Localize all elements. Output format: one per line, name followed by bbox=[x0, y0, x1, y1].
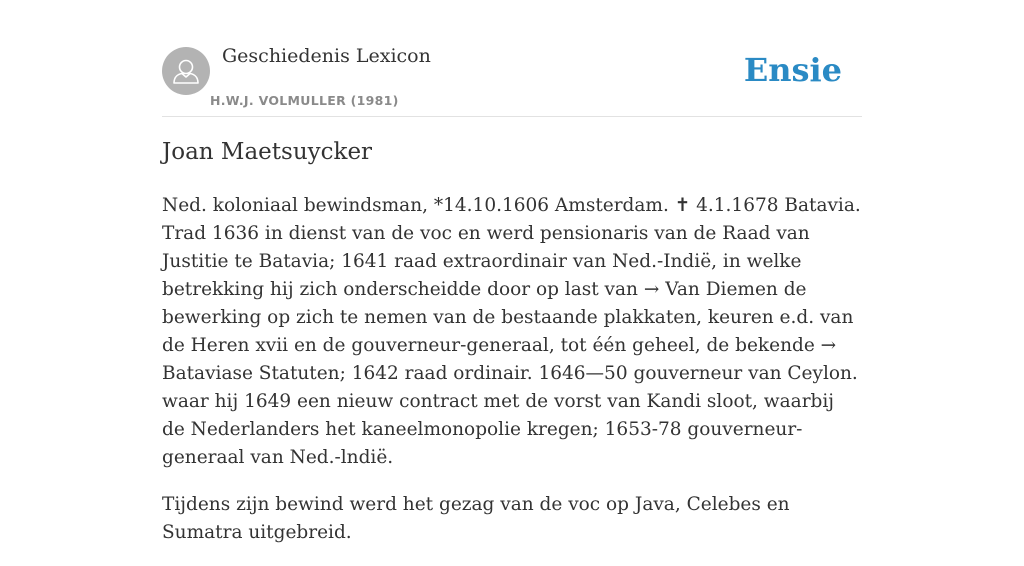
header bbox=[162, 0, 862, 117]
crossref-link-bataviase-statuten[interactable]: → Bataviase Statuten bbox=[162, 335, 837, 384]
paragraph-text: de bewerking op zich te nemen van de bestaande plakkaten, keuren e.d. van de Heren xvii en de gouverneur-generaal, tot één geheel, de bekende bbox=[162, 279, 854, 356]
author-name: H.W.J. VOLMULLER (1981) bbox=[210, 93, 399, 108]
book-title-link[interactable]: Geschiedenis Lexicon bbox=[222, 45, 431, 67]
paragraph-text: 4.1.1678 Batavia. Trad 1636 in dienst van de voc en werd pensionaris van de Raad van Justitie te Batavia; 1641 raad extraordinair van Ned.-Indië, in welke betrekking hij zich onderscheidde door op last van bbox=[162, 195, 861, 300]
paragraph-text: ; 1642 raad ordinair. 1646—50 gouverneur van Ceylon. waar hij 1649 een nieuw contract met de vorst van Kandi sloot, waarbij de Nederlanders het kaneelmonopolie kregen; 1653-78 gouverneur-generaal van Ned.-lndië. bbox=[162, 363, 858, 468]
entry-paragraph: Tijdens zijn bewind werd het gezag van de voc op Java, Celebes en Sumatra uitgebreid. bbox=[162, 494, 790, 543]
entry-title: Joan Maetsuycker bbox=[162, 139, 373, 165]
entry-content bbox=[162, 192, 862, 566]
user-silhouette-icon bbox=[162, 47, 210, 95]
entry-paragraph bbox=[162, 192, 862, 472]
death-cross-icon: ✝ bbox=[674, 195, 691, 216]
ensie-logo[interactable]: Ensie bbox=[743, 51, 842, 89]
paragraph-text: Ned. koloniaal bewindsman, *14.10.1606 Amsterdam. bbox=[162, 195, 675, 216]
author-avatar[interactable] bbox=[162, 47, 210, 95]
crossref-link-van-diemen[interactable]: → Van Diemen bbox=[643, 279, 778, 300]
